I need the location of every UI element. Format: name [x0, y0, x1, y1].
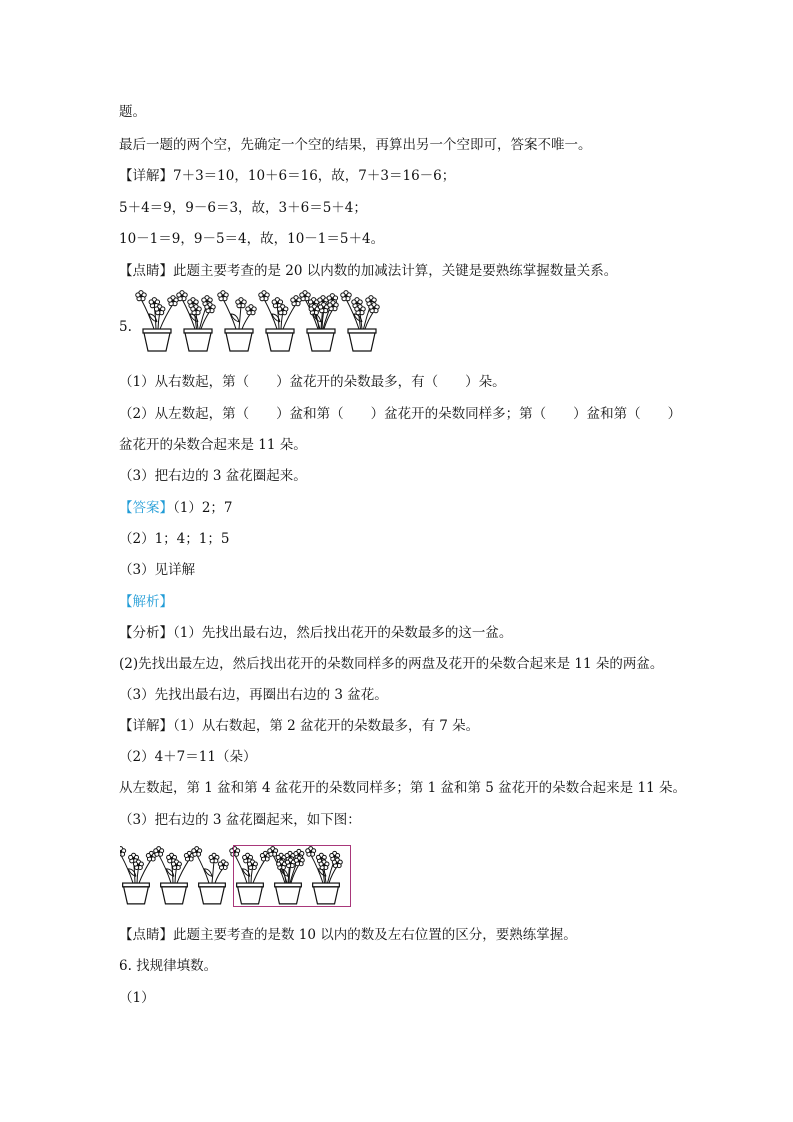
analysis-line: (2)先找出最左边，然后找出花开的朵数同样多的两盘及花开的朵数合起来是 11 朵的两盆。	[119, 656, 664, 672]
flower-icon	[192, 847, 202, 857]
flower-icon	[246, 305, 256, 315]
flower-pot	[192, 847, 229, 904]
answer-line	[119, 499, 233, 517]
question-number: 5.	[119, 319, 132, 335]
answer-line: （3）见详解	[119, 562, 196, 578]
flower-icon	[218, 291, 228, 301]
flower-pot	[154, 847, 195, 904]
flower-icon	[209, 853, 219, 863]
flower-icon	[120, 847, 126, 857]
detail-text: （1）从右数起，第 2 盆花开的朵数最多，有 7 朵。	[173, 718, 480, 734]
text-line: 题。	[119, 104, 146, 120]
analysis-line: （3）先找出最右边，再圈出右边的 3 盆花。	[119, 687, 388, 703]
analysis-sub-tag: 【分析】	[119, 625, 173, 641]
detail-tag: 【详解】	[119, 168, 173, 184]
flower-icon	[291, 296, 301, 306]
analysis-tag: 【解析】	[119, 594, 173, 610]
answer-tag: 【答案】	[119, 500, 173, 516]
question-part: （1）从右数起，第（ ）盆花开的朵数最多，有（ ）朵。	[119, 374, 506, 390]
comment-tag: 【点睛】	[119, 263, 173, 279]
flower-pots-image	[135, 290, 395, 356]
analysis-text: （1）先找出最右边，然后找出花开的朵数最多的这一盆。	[173, 625, 513, 641]
question-part: （1）	[119, 990, 155, 1006]
answer-line: （2）1；4；1；5	[119, 531, 230, 547]
question-part: （3）把右边的 3 盆花圈起来。	[119, 468, 307, 484]
flower-icon	[168, 296, 178, 306]
flower-pot	[300, 291, 338, 351]
answer-text: （1）2；7	[173, 500, 233, 516]
comment-text: 此题主要考查的是数 10 以内的数及左右位置的区分，要熟练掌握。	[173, 927, 577, 943]
text-line: 10－1＝9，9－5＝4，故，10－1＝5＋4。	[119, 231, 385, 247]
question-part: 盆花开的朵数合起来是 11 朵。	[119, 437, 307, 453]
flower-icon	[154, 847, 164, 857]
comment-text: 此题主要考查的是 20 以内数的加减法计算，关键是要熟练掌握数量关系。	[173, 263, 618, 279]
detail-line: （3）把右边的 3 盆花圈起来，如下图：	[119, 812, 361, 828]
comment-tag: 【点睛】	[119, 927, 173, 943]
flower-icon	[218, 860, 228, 870]
text-line: 最后一题的两个空，先确定一个空的结果，再算出另一个空即可，答案不唯一。	[119, 137, 592, 153]
detail-line: （2）4＋7＝11（朵）	[119, 749, 257, 765]
question-title: 6. 找规律填数。	[119, 958, 218, 974]
analysis-line	[119, 624, 512, 642]
flower-pot	[218, 291, 256, 351]
flower-icon	[259, 291, 269, 301]
flower-pot	[259, 291, 301, 351]
flower-icon	[136, 291, 146, 301]
flower-pot	[177, 291, 215, 351]
comment-line	[119, 262, 617, 280]
flower-icon	[300, 291, 310, 301]
detail-line: 从左数起，第 1 盆和第 4 盆花开的朵数同样多；第 1 盆和第 5 盆花开的朵数合起来是 11 朵。	[119, 780, 686, 796]
flower-icon	[177, 291, 187, 301]
flower-pot	[136, 291, 178, 351]
comment-line	[119, 926, 577, 944]
flower-pot	[341, 291, 379, 351]
flower-icon	[341, 291, 351, 301]
question-part: （2）从左数起，第（ ）盆和第（ ）盆花开的朵数同样多；第（ ）盆和第（ ）	[119, 406, 682, 422]
detail-line	[119, 717, 479, 735]
detail-line	[119, 167, 455, 185]
detail-tag: 【详解】	[119, 718, 173, 734]
flower-pot	[120, 847, 156, 904]
detail-text: 7＋3＝10，10＋6＝16，故，7＋3＝16－6；	[173, 168, 456, 184]
flower-icon	[236, 298, 246, 308]
circled-pots-box	[233, 845, 351, 907]
text-line: 5＋4＝9，9－6＝3，故，3＋6＝5＋4；	[119, 200, 367, 216]
